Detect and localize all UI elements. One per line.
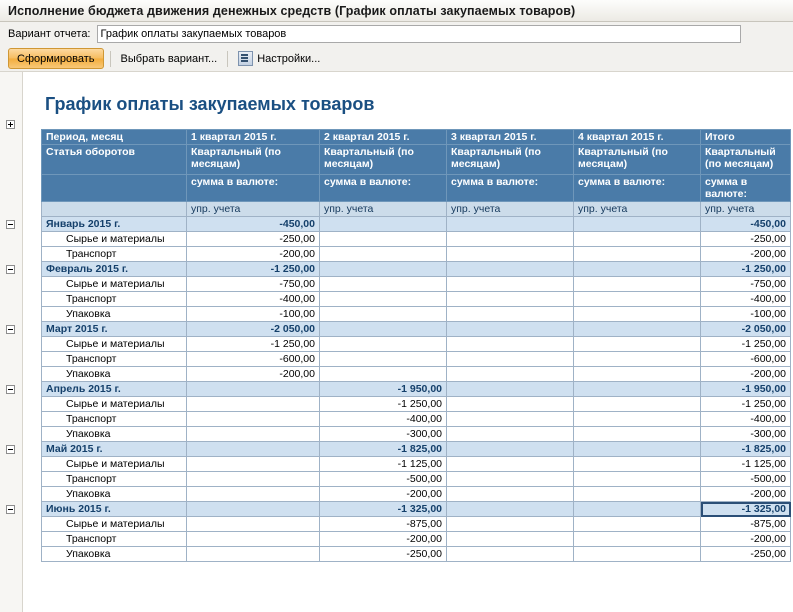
row-value-cell[interactable]: -100,00: [701, 307, 791, 322]
row-detail-label: Сырье и материалы: [42, 277, 187, 292]
collapse-icon[interactable]: [6, 220, 15, 229]
row-value-cell[interactable]: [320, 337, 447, 352]
row-value-cell[interactable]: [447, 352, 574, 367]
row-value-cell[interactable]: [320, 247, 447, 262]
header-col-total: Итого: [701, 130, 791, 145]
collapse-icon[interactable]: [6, 325, 15, 334]
collapse-icon[interactable]: [6, 505, 15, 514]
table-row[interactable]: [42, 397, 791, 412]
header-col-2: 2 квартал 2015 г.: [320, 130, 447, 145]
settings-button[interactable]: [234, 49, 324, 68]
table-header-row-4: [42, 202, 791, 217]
row-value-cell[interactable]: [574, 517, 701, 532]
row-value-cell[interactable]: [447, 292, 574, 307]
header-amount-2: сумма в валюте:: [320, 175, 447, 202]
row-value-cell[interactable]: -250,00: [701, 547, 791, 562]
table-row[interactable]: [42, 412, 791, 427]
gutter-expand-all[interactable]: [6, 120, 15, 129]
row-detail-label: Упаковка: [42, 547, 187, 562]
row-value-cell[interactable]: [574, 292, 701, 307]
header-unit-4: упр. учета: [574, 202, 701, 217]
row-value-cell[interactable]: [574, 217, 701, 232]
row-value-cell[interactable]: -1 825,00: [320, 442, 447, 457]
row-value-cell[interactable]: [187, 382, 320, 397]
header-unit-total: упр. учета: [701, 202, 791, 217]
collapse-icon[interactable]: [6, 445, 15, 454]
row-value-cell[interactable]: [187, 412, 320, 427]
row-value-cell[interactable]: -1 250,00: [187, 262, 320, 277]
row-value-cell[interactable]: -1 125,00: [320, 457, 447, 472]
row-value-cell[interactable]: -200,00: [701, 487, 791, 502]
row-detail-label: Транспорт: [42, 247, 187, 262]
table-row[interactable]: [42, 322, 791, 337]
row-value-cell[interactable]: [447, 472, 574, 487]
row-group-label: Январь 2015 г.: [42, 217, 187, 232]
row-value-cell[interactable]: [447, 277, 574, 292]
table-row[interactable]: [42, 367, 791, 382]
table-row[interactable]: [42, 262, 791, 277]
table-header-row-3: [42, 175, 791, 202]
row-value-cell[interactable]: [574, 247, 701, 262]
row-value-cell[interactable]: [574, 457, 701, 472]
settings-icon: [238, 51, 253, 66]
report-toolbar: [0, 46, 793, 72]
row-detail-label: Сырье и материалы: [42, 457, 187, 472]
row-value-cell[interactable]: -250,00: [187, 232, 320, 247]
row-value-cell[interactable]: -400,00: [701, 292, 791, 307]
row-value-cell[interactable]: -600,00: [187, 352, 320, 367]
row-value-cell[interactable]: -875,00: [701, 517, 791, 532]
row-value-cell[interactable]: -1 325,00: [320, 502, 447, 517]
choose-variant-label: Выбрать вариант...: [120, 52, 218, 65]
row-detail-label: Упаковка: [42, 487, 187, 502]
row-value-cell[interactable]: -250,00: [701, 232, 791, 247]
row-value-cell[interactable]: -1 250,00: [701, 397, 791, 412]
row-value-cell[interactable]: -200,00: [320, 532, 447, 547]
row-value-cell[interactable]: [574, 322, 701, 337]
row-value-cell[interactable]: -1 125,00: [701, 457, 791, 472]
row-value-cell[interactable]: [447, 412, 574, 427]
header-unit-2: упр. учета: [320, 202, 447, 217]
header-unit-3: упр. учета: [447, 202, 574, 217]
row-group-label: Июнь 2015 г.: [42, 502, 187, 517]
window-title: Исполнение бюджета движения денежных средств (График оплаты закупаемых товаров): [8, 3, 576, 18]
row-value-cell[interactable]: [187, 457, 320, 472]
row-value-cell[interactable]: [574, 307, 701, 322]
row-detail-label: Сырье и материалы: [42, 337, 187, 352]
row-value-cell[interactable]: [574, 547, 701, 562]
row-value-cell[interactable]: [320, 217, 447, 232]
table-header-row-2: [42, 145, 791, 175]
row-value-cell[interactable]: [320, 322, 447, 337]
table-row[interactable]: [42, 457, 791, 472]
row-value-cell[interactable]: -200,00: [701, 532, 791, 547]
table-row[interactable]: [42, 247, 791, 262]
generate-button-label: Сформировать: [17, 52, 95, 65]
row-value-cell[interactable]: [447, 427, 574, 442]
header-sub-1: Квартальный (по месяцам): [187, 145, 320, 175]
table-row[interactable]: [42, 427, 791, 442]
row-detail-label: Упаковка: [42, 427, 187, 442]
row-detail-label: Транспорт: [42, 472, 187, 487]
row-detail-label: Транспорт: [42, 292, 187, 307]
row-value-cell[interactable]: [320, 292, 447, 307]
toolbar-separator-1: [110, 51, 111, 67]
row-value-cell[interactable]: [187, 532, 320, 547]
table-row[interactable]: [42, 502, 791, 517]
header-blank-cell: [42, 175, 187, 202]
table-row[interactable]: [42, 337, 791, 352]
row-value-cell[interactable]: [574, 397, 701, 412]
row-value-cell[interactable]: -2 050,00: [701, 322, 791, 337]
header-period-cell: Период, месяц: [42, 130, 187, 145]
toolbar-separator-2: [227, 51, 228, 67]
row-value-cell[interactable]: [320, 367, 447, 382]
row-value-cell[interactable]: [187, 502, 320, 517]
header-amount-4: сумма в валюте:: [574, 175, 701, 202]
row-value-cell[interactable]: -1 825,00: [701, 442, 791, 457]
row-value-cell[interactable]: [574, 352, 701, 367]
row-value-cell[interactable]: [447, 517, 574, 532]
row-value-cell[interactable]: -1 250,00: [320, 397, 447, 412]
row-detail-label: Сырье и материалы: [42, 397, 187, 412]
row-value-cell[interactable]: [447, 487, 574, 502]
variant-label: Вариант отчета:: [8, 28, 91, 40]
row-value-cell[interactable]: [447, 232, 574, 247]
row-detail-label: Упаковка: [42, 307, 187, 322]
row-value-cell[interactable]: -450,00: [187, 217, 320, 232]
row-value-cell[interactable]: [320, 307, 447, 322]
row-value-cell[interactable]: -200,00: [187, 247, 320, 262]
row-value-cell[interactable]: -450,00: [701, 217, 791, 232]
row-value-cell[interactable]: [574, 382, 701, 397]
row-value-cell[interactable]: [574, 262, 701, 277]
row-group-label: Февраль 2015 г.: [42, 262, 187, 277]
row-value-cell[interactable]: [320, 232, 447, 247]
header-amount-1: сумма в валюте:: [187, 175, 320, 202]
row-value-cell[interactable]: [574, 337, 701, 352]
header-sub-total: Квартальный (по месяцам): [701, 145, 791, 175]
row-value-cell[interactable]: [574, 532, 701, 547]
row-value-cell[interactable]: [447, 367, 574, 382]
generate-button[interactable]: [8, 48, 104, 69]
choose-variant-button[interactable]: [117, 49, 222, 68]
row-value-cell[interactable]: -400,00: [187, 292, 320, 307]
row-detail-label: Транспорт: [42, 352, 187, 367]
row-value-cell[interactable]: [447, 457, 574, 472]
row-value-cell[interactable]: [187, 397, 320, 412]
row-detail-label: Сырье и материалы: [42, 517, 187, 532]
row-value-cell[interactable]: [574, 412, 701, 427]
row-value-cell[interactable]: -500,00: [701, 472, 791, 487]
table-row[interactable]: [42, 532, 791, 547]
table-row[interactable]: [42, 547, 791, 562]
row-value-cell[interactable]: -2 050,00: [187, 322, 320, 337]
row-value-cell[interactable]: -200,00: [320, 487, 447, 502]
row-value-cell[interactable]: [187, 442, 320, 457]
row-value-cell[interactable]: [187, 547, 320, 562]
collapse-icon[interactable]: [6, 265, 15, 274]
header-amount-total: сумма в валюте:: [701, 175, 791, 202]
expand-icon: [6, 120, 15, 129]
row-value-cell[interactable]: [574, 472, 701, 487]
table-row[interactable]: [42, 307, 791, 322]
row-value-cell[interactable]: -400,00: [701, 412, 791, 427]
report-body: [23, 72, 793, 612]
row-value-cell[interactable]: [187, 427, 320, 442]
report-table: [41, 129, 791, 562]
table-row[interactable]: [42, 292, 791, 307]
report-title: График оплаты закупаемых товаров: [45, 94, 375, 114]
header-unit-blank: [42, 202, 187, 217]
header-sub-3: Квартальный (по месяцам): [447, 145, 574, 175]
row-value-cell[interactable]: [574, 277, 701, 292]
row-value-cell[interactable]: [447, 247, 574, 262]
header-unit-1: упр. учета: [187, 202, 320, 217]
row-value-cell[interactable]: -400,00: [320, 412, 447, 427]
row-value-cell[interactable]: -1 250,00: [701, 337, 791, 352]
row-value-cell[interactable]: [187, 517, 320, 532]
header-col-3: 3 квартал 2015 г.: [447, 130, 574, 145]
row-value-cell[interactable]: [447, 262, 574, 277]
row-group-label: Март 2015 г.: [42, 322, 187, 337]
row-value-cell[interactable]: [320, 262, 447, 277]
row-value-cell[interactable]: [574, 427, 701, 442]
row-value-cell[interactable]: -200,00: [187, 367, 320, 382]
row-value-cell[interactable]: [447, 442, 574, 457]
row-value-cell[interactable]: -300,00: [701, 427, 791, 442]
row-value-cell[interactable]: -875,00: [320, 517, 447, 532]
row-value-cell[interactable]: -300,00: [320, 427, 447, 442]
row-value-cell[interactable]: [574, 487, 701, 502]
report-area: [0, 72, 793, 612]
header-col-1: 1 квартал 2015 г.: [187, 130, 320, 145]
row-value-cell[interactable]: [574, 232, 701, 247]
row-value-cell[interactable]: [447, 217, 574, 232]
row-value-cell[interactable]: -1 950,00: [320, 382, 447, 397]
row-detail-label: Транспорт: [42, 532, 187, 547]
table-row[interactable]: [42, 217, 791, 232]
settings-label: Настройки...: [257, 52, 321, 65]
header-col-4: 4 квартал 2015 г.: [574, 130, 701, 145]
row-value-cell[interactable]: -100,00: [187, 307, 320, 322]
table-row[interactable]: [42, 382, 791, 397]
row-value-cell[interactable]: -1 250,00: [701, 262, 791, 277]
table-header-row-1: [42, 130, 791, 145]
row-value-cell[interactable]: [574, 442, 701, 457]
row-value-cell[interactable]: [320, 352, 447, 367]
row-value-cell[interactable]: [447, 382, 574, 397]
row-value-cell[interactable]: [320, 277, 447, 292]
row-value-cell[interactable]: [574, 367, 701, 382]
row-value-cell[interactable]: [574, 502, 701, 517]
row-value-cell[interactable]: -750,00: [187, 277, 320, 292]
row-group-label: Май 2015 г.: [42, 442, 187, 457]
table-row[interactable]: [42, 277, 791, 292]
row-value-cell[interactable]: [447, 397, 574, 412]
header-article-cell: Статья оборотов: [42, 145, 187, 175]
header-sub-2: Квартальный (по месяцам): [320, 145, 447, 175]
collapse-icon[interactable]: [6, 385, 15, 394]
row-value-cell[interactable]: -750,00: [701, 277, 791, 292]
table-row[interactable]: [42, 517, 791, 532]
row-gutter: [0, 72, 23, 612]
row-value-cell[interactable]: [187, 487, 320, 502]
row-value-cell[interactable]: -1 250,00: [187, 337, 320, 352]
table-row[interactable]: [42, 472, 791, 487]
variant-input[interactable]: [97, 25, 741, 43]
table-row[interactable]: [42, 352, 791, 367]
row-value-cell[interactable]: -1 325,00: [701, 502, 791, 517]
row-value-cell[interactable]: [447, 547, 574, 562]
row-detail-label: Сырье и материалы: [42, 232, 187, 247]
row-detail-label: Упаковка: [42, 367, 187, 382]
row-value-cell[interactable]: [187, 472, 320, 487]
header-amount-3: сумма в валюте:: [447, 175, 574, 202]
table-row[interactable]: [42, 442, 791, 457]
row-value-cell[interactable]: [447, 337, 574, 352]
row-value-cell[interactable]: -600,00: [701, 352, 791, 367]
row-value-cell[interactable]: -200,00: [701, 247, 791, 262]
row-value-cell[interactable]: [447, 502, 574, 517]
row-value-cell[interactable]: -250,00: [320, 547, 447, 562]
report-rows: [42, 217, 791, 562]
row-value-cell[interactable]: [447, 322, 574, 337]
row-value-cell[interactable]: -200,00: [701, 367, 791, 382]
table-row[interactable]: [42, 232, 791, 247]
table-row[interactable]: [42, 487, 791, 502]
row-value-cell[interactable]: [447, 532, 574, 547]
window-titlebar: [0, 0, 793, 22]
row-group-label: Апрель 2015 г.: [42, 382, 187, 397]
row-value-cell[interactable]: [447, 307, 574, 322]
row-value-cell[interactable]: -500,00: [320, 472, 447, 487]
header-sub-4: Квартальный (по месяцам): [574, 145, 701, 175]
row-value-cell[interactable]: -1 950,00: [701, 382, 791, 397]
row-detail-label: Транспорт: [42, 412, 187, 427]
variant-row: [0, 22, 793, 46]
